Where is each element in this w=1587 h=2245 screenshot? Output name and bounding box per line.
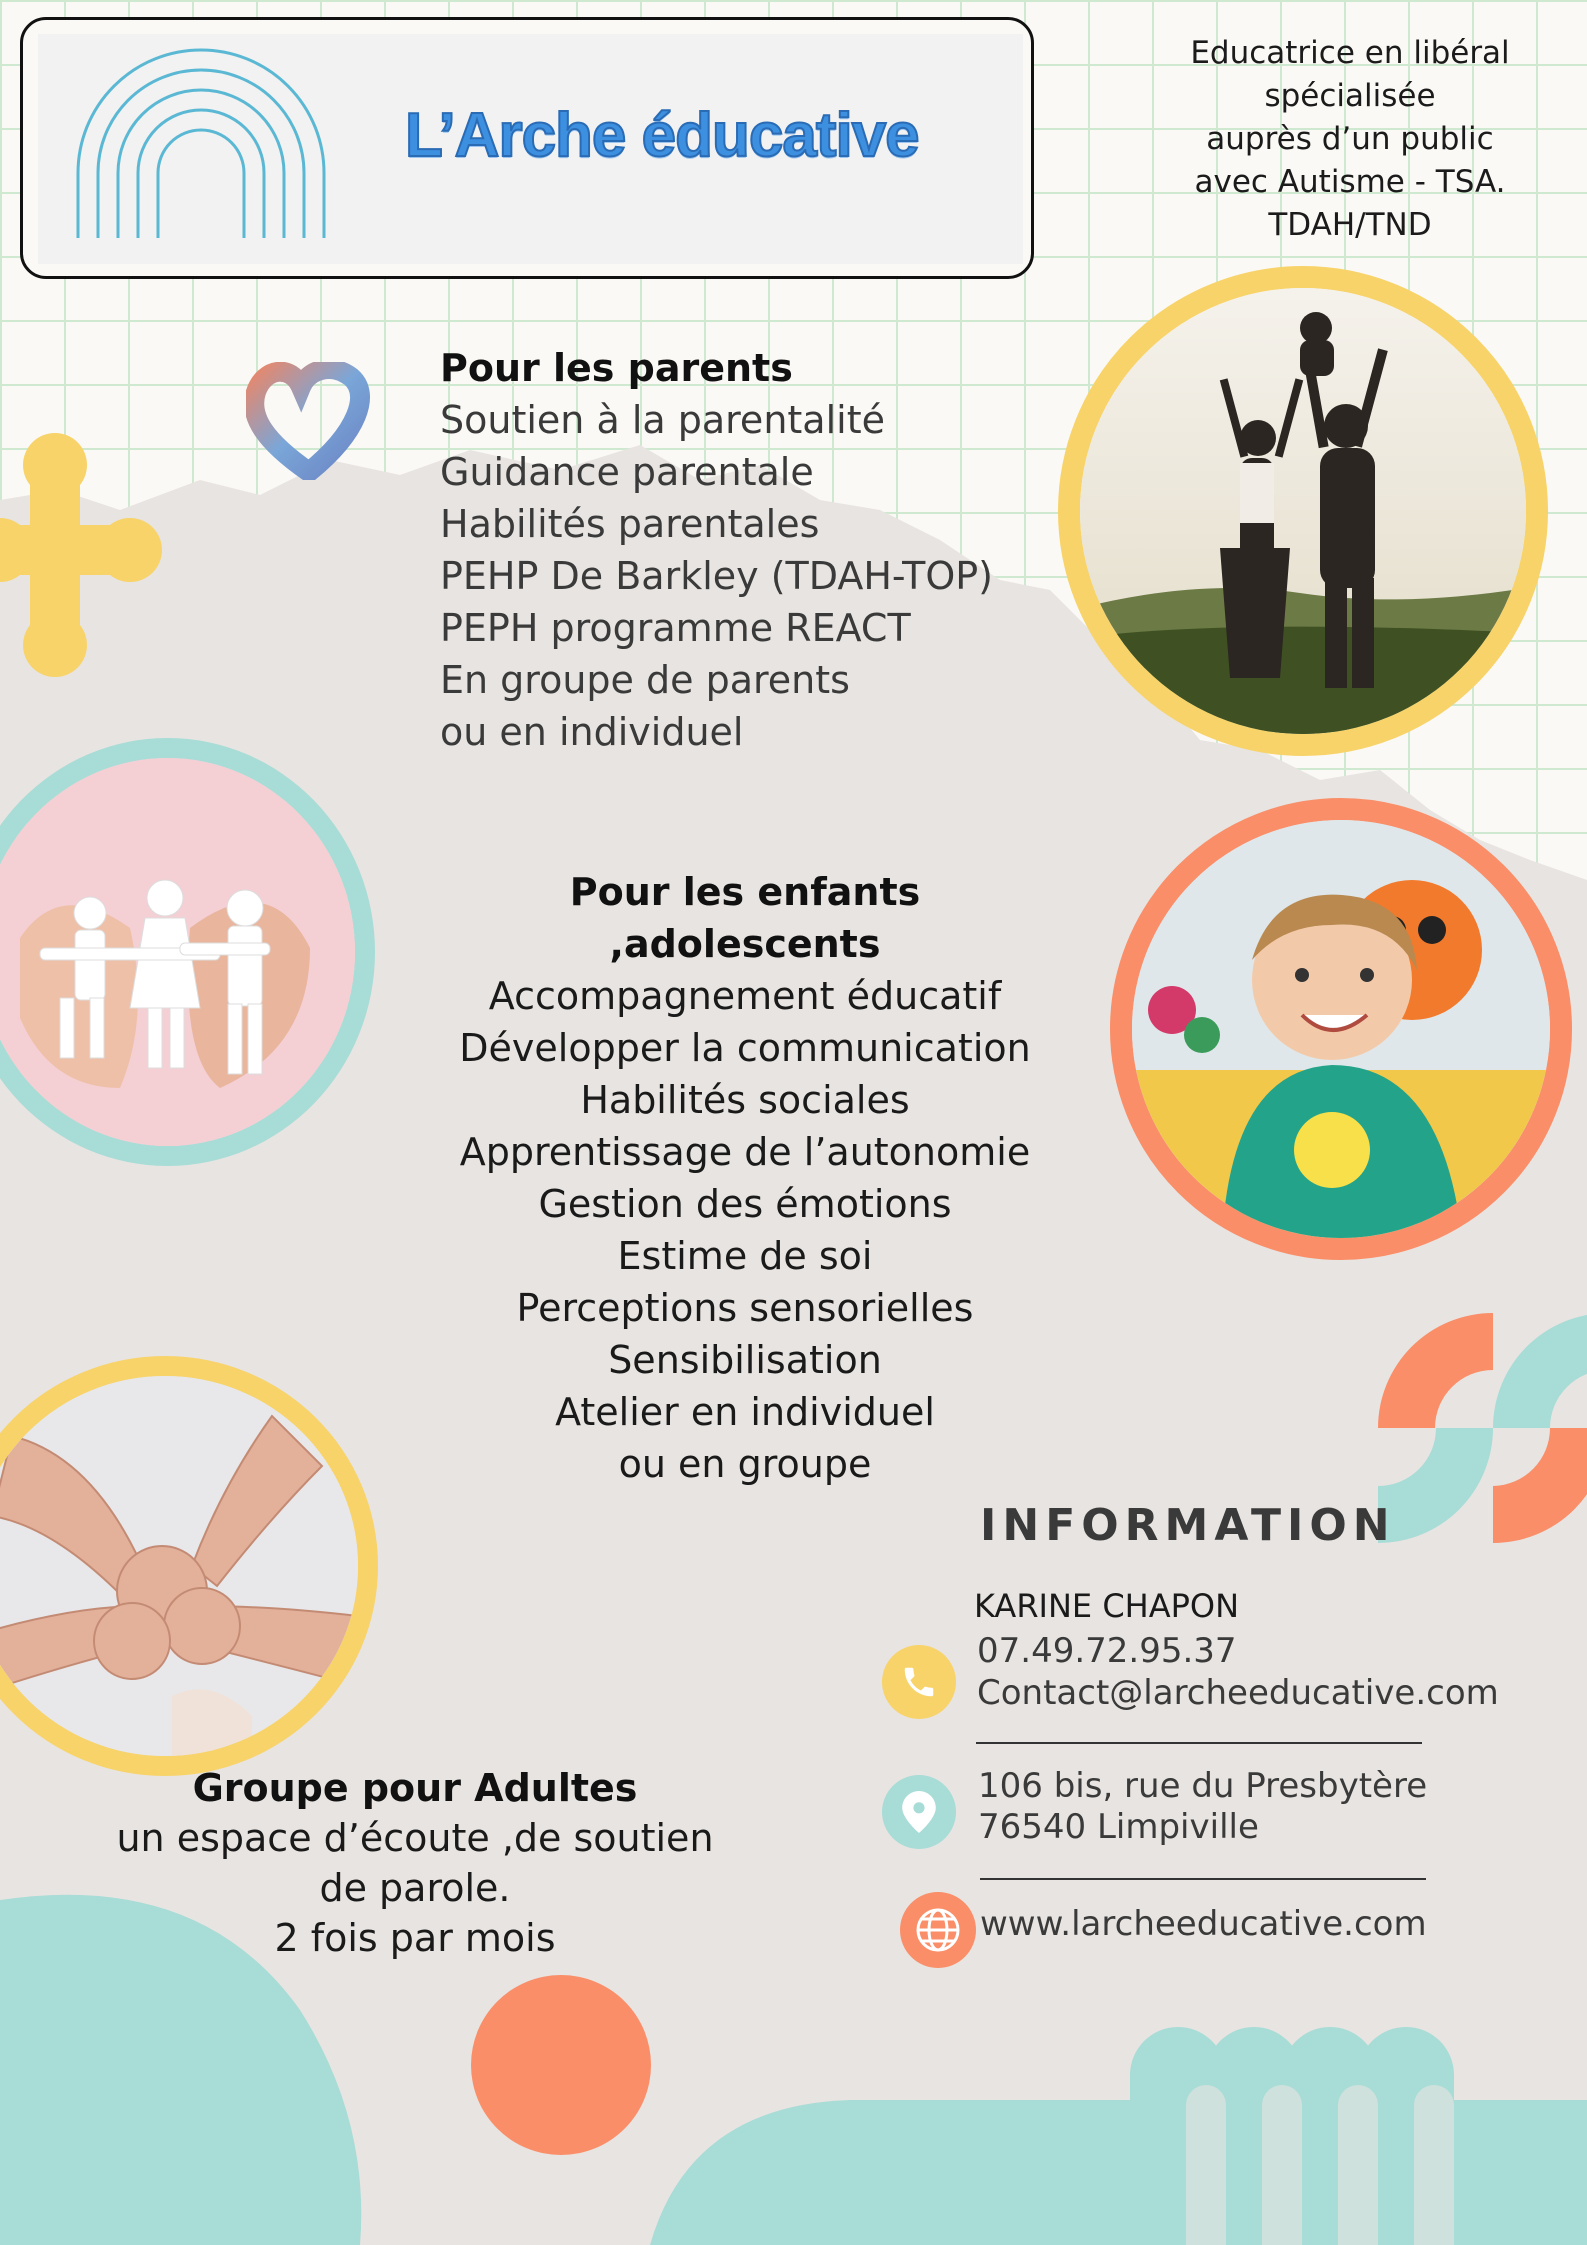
family-photo: [1058, 266, 1548, 756]
parents-title: Pour les parents: [440, 346, 793, 390]
kids-item: Atelier en individuel: [555, 1390, 935, 1434]
parents-item: En groupe de parents: [440, 658, 850, 702]
parents-item: PEPH programme REACT: [440, 606, 911, 650]
divider: [980, 1878, 1426, 1880]
parents-section: [440, 342, 993, 758]
kids-item: Estime de soi: [617, 1234, 873, 1278]
contact-name: KARINE CHAPON: [974, 1587, 1240, 1625]
parents-item: PEHP De Barkley (TDAH-TOP): [440, 554, 993, 598]
coral-circle: [470, 1974, 652, 2156]
brand-title: L’Arche éducative: [405, 101, 919, 170]
adults-line: un espace d’écoute ,de soutien: [116, 1816, 714, 1860]
address-line-2: 76540 Limpiville: [978, 1807, 1259, 1847]
phone-icon: [882, 1645, 956, 1719]
child-photo: [1110, 798, 1572, 1260]
kids-item: Gestion des émotions: [538, 1182, 952, 1226]
adults-title: Groupe pour Adultes: [192, 1766, 638, 1810]
decorative-quarter-shapes: [1378, 1313, 1587, 1543]
tagline-line: auprès d’un public: [1206, 121, 1494, 157]
rainbow-arch-logo-icon: [76, 48, 326, 240]
parents-item: Soutien à la parentalité: [440, 398, 885, 442]
location-pin-icon: [882, 1775, 956, 1849]
kids-title: Pour les enfants ,adolescents: [569, 870, 921, 966]
address-line-1: 106 bis, rue du Presbytère: [978, 1766, 1428, 1806]
kids-item: ou en groupe: [618, 1442, 872, 1486]
team-hands-photo: [0, 1356, 378, 1776]
kids-item: Perceptions sensorielles: [516, 1286, 974, 1330]
adults-line: 2 fois par mois: [274, 1916, 556, 1960]
parents-item: Guidance parentale: [440, 450, 814, 494]
divider: [976, 1742, 1422, 1744]
kids-item: Développer la communication: [459, 1026, 1031, 1070]
kids-item: Sensibilisation: [608, 1338, 882, 1382]
website-link[interactable]: www.larcheeducative.com: [980, 1904, 1427, 1944]
bottom-decor-teal-arches: [650, 1985, 1587, 2245]
phone-number[interactable]: 07.49.72.95.37: [977, 1631, 1237, 1671]
email-link[interactable]: Contact@larcheeducative.com: [977, 1673, 1499, 1713]
tagline-line: spécialisée: [1264, 78, 1436, 114]
tagline-line: Educatrice en libéral: [1190, 35, 1510, 71]
parents-item: Habilités parentales: [440, 502, 820, 546]
tagline: [1145, 32, 1555, 247]
kids-item: Habilités sociales: [580, 1078, 910, 1122]
tagline-line: avec Autisme - TSA.: [1194, 164, 1506, 200]
tagline-line: TDAH/TND: [1268, 207, 1432, 243]
adults-section: [100, 1763, 730, 1963]
heart-icon: [246, 362, 372, 480]
parents-item: ou en individuel: [440, 710, 744, 754]
kids-section: [440, 866, 1050, 1490]
kids-item: Apprentissage de l’autonomie: [459, 1130, 1031, 1174]
kids-item: Accompagnement éducatif: [488, 974, 1002, 1018]
globe-icon: [900, 1892, 976, 1968]
yellow-cross-shape: [0, 430, 180, 680]
adults-line: de parole.: [319, 1866, 511, 1910]
info-title: INFORMATION: [980, 1500, 1396, 1551]
